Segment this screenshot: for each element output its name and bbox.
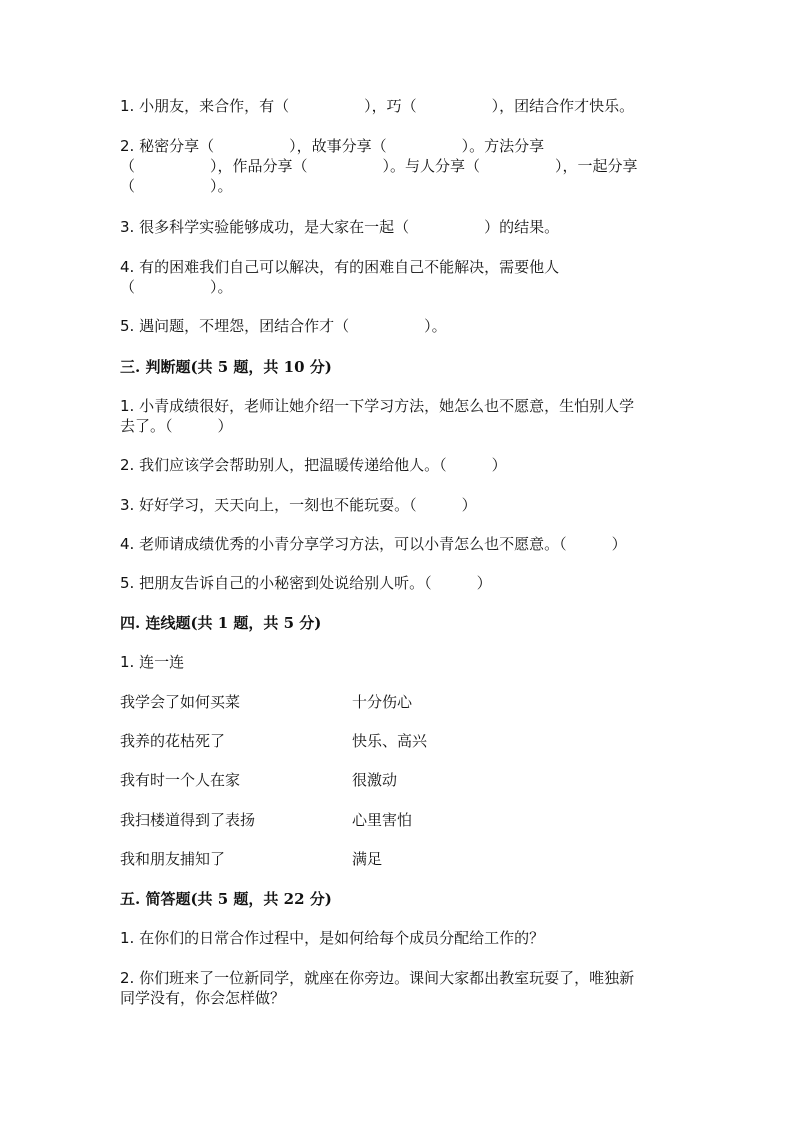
matching-right-4: 心里害怕	[352, 811, 413, 829]
matching-left-1: 我学会了如何买菜	[120, 693, 241, 711]
matching-right-1: 十分伤心	[352, 693, 413, 711]
judgment-heading: 三. 判断题(共 5 题，共 10 分)	[120, 358, 332, 376]
short-answer-heading: 五. 简答题(共 5 题，共 22 分)	[120, 890, 332, 908]
fill-q1: 1. 小朋友，来合作，有（ ），巧（ ），团结合作才快乐。	[120, 97, 635, 115]
matching-right-3: 很激动	[352, 771, 398, 789]
matching-right-2: 快乐、高兴	[352, 732, 428, 750]
judgment-q2: 2. 我们应该学会帮助别人，把温暖传递给他人。（ ）	[120, 456, 507, 474]
matching-heading: 四. 连线题(共 1 题，共 5 分)	[120, 614, 322, 632]
matching-question: 1. 连一连	[120, 653, 185, 671]
judgment-q3: 3. 好好学习，天天向上，一刻也不能玩耍。（ ）	[120, 496, 477, 514]
matching-left-5: 我和朋友捕知了	[120, 850, 226, 868]
fill-q2-line3: （ ）。	[120, 177, 233, 195]
fill-q3: 3. 很多科学实验能够成功，是大家在一起（ ）的结果。	[120, 218, 560, 236]
judgment-q5: 5. 把朋友告诉自己的小秘密到处说给别人听。（ ）	[120, 574, 492, 592]
fill-q4-line2: （ ）。	[120, 278, 233, 296]
matching-left-4: 我扫楼道得到了表扬	[120, 811, 256, 829]
short-answer-q2-line1: 2. 你们班来了一位新同学，就座在你旁边。课间大家都出教室玩耍了，唯独新	[120, 969, 635, 987]
judgment-q1-line2: 去了。（ ）	[120, 417, 233, 435]
matching-right-5: 满足	[352, 850, 383, 868]
short-answer-q2-line2: 同学没有，你会怎样做？	[120, 989, 286, 1007]
fill-q5: 5. 遇问题，不埋怨，团结合作才（ ）。	[120, 317, 447, 335]
judgment-q4: 4. 老师请成绩优秀的小青分享学习方法，可以小青怎么也不愿意。（ ）	[120, 535, 627, 553]
matching-left-3: 我有时一个人在家	[120, 771, 241, 789]
fill-q4-line1: 4. 有的困难我们自己可以解决，有的困难自己不能解决，需要他人	[120, 258, 560, 276]
short-answer-q1: 1. 在你们的日常合作过程中，是如何给每个成员分配给工作的？	[120, 929, 545, 947]
fill-q2-line1: 2. 秘密分享（ ），故事分享（ ）。方法分享	[120, 137, 545, 155]
fill-q2-line2: （ ），作品分享（ ）。与人分享（ ），一起分享	[120, 157, 638, 175]
matching-left-2: 我养的花枯死了	[120, 732, 226, 750]
judgment-q1-line1: 1. 小青成绩很好，老师让她介绍一下学习方法，她怎么也不愿意，生怕别人学	[120, 397, 635, 415]
